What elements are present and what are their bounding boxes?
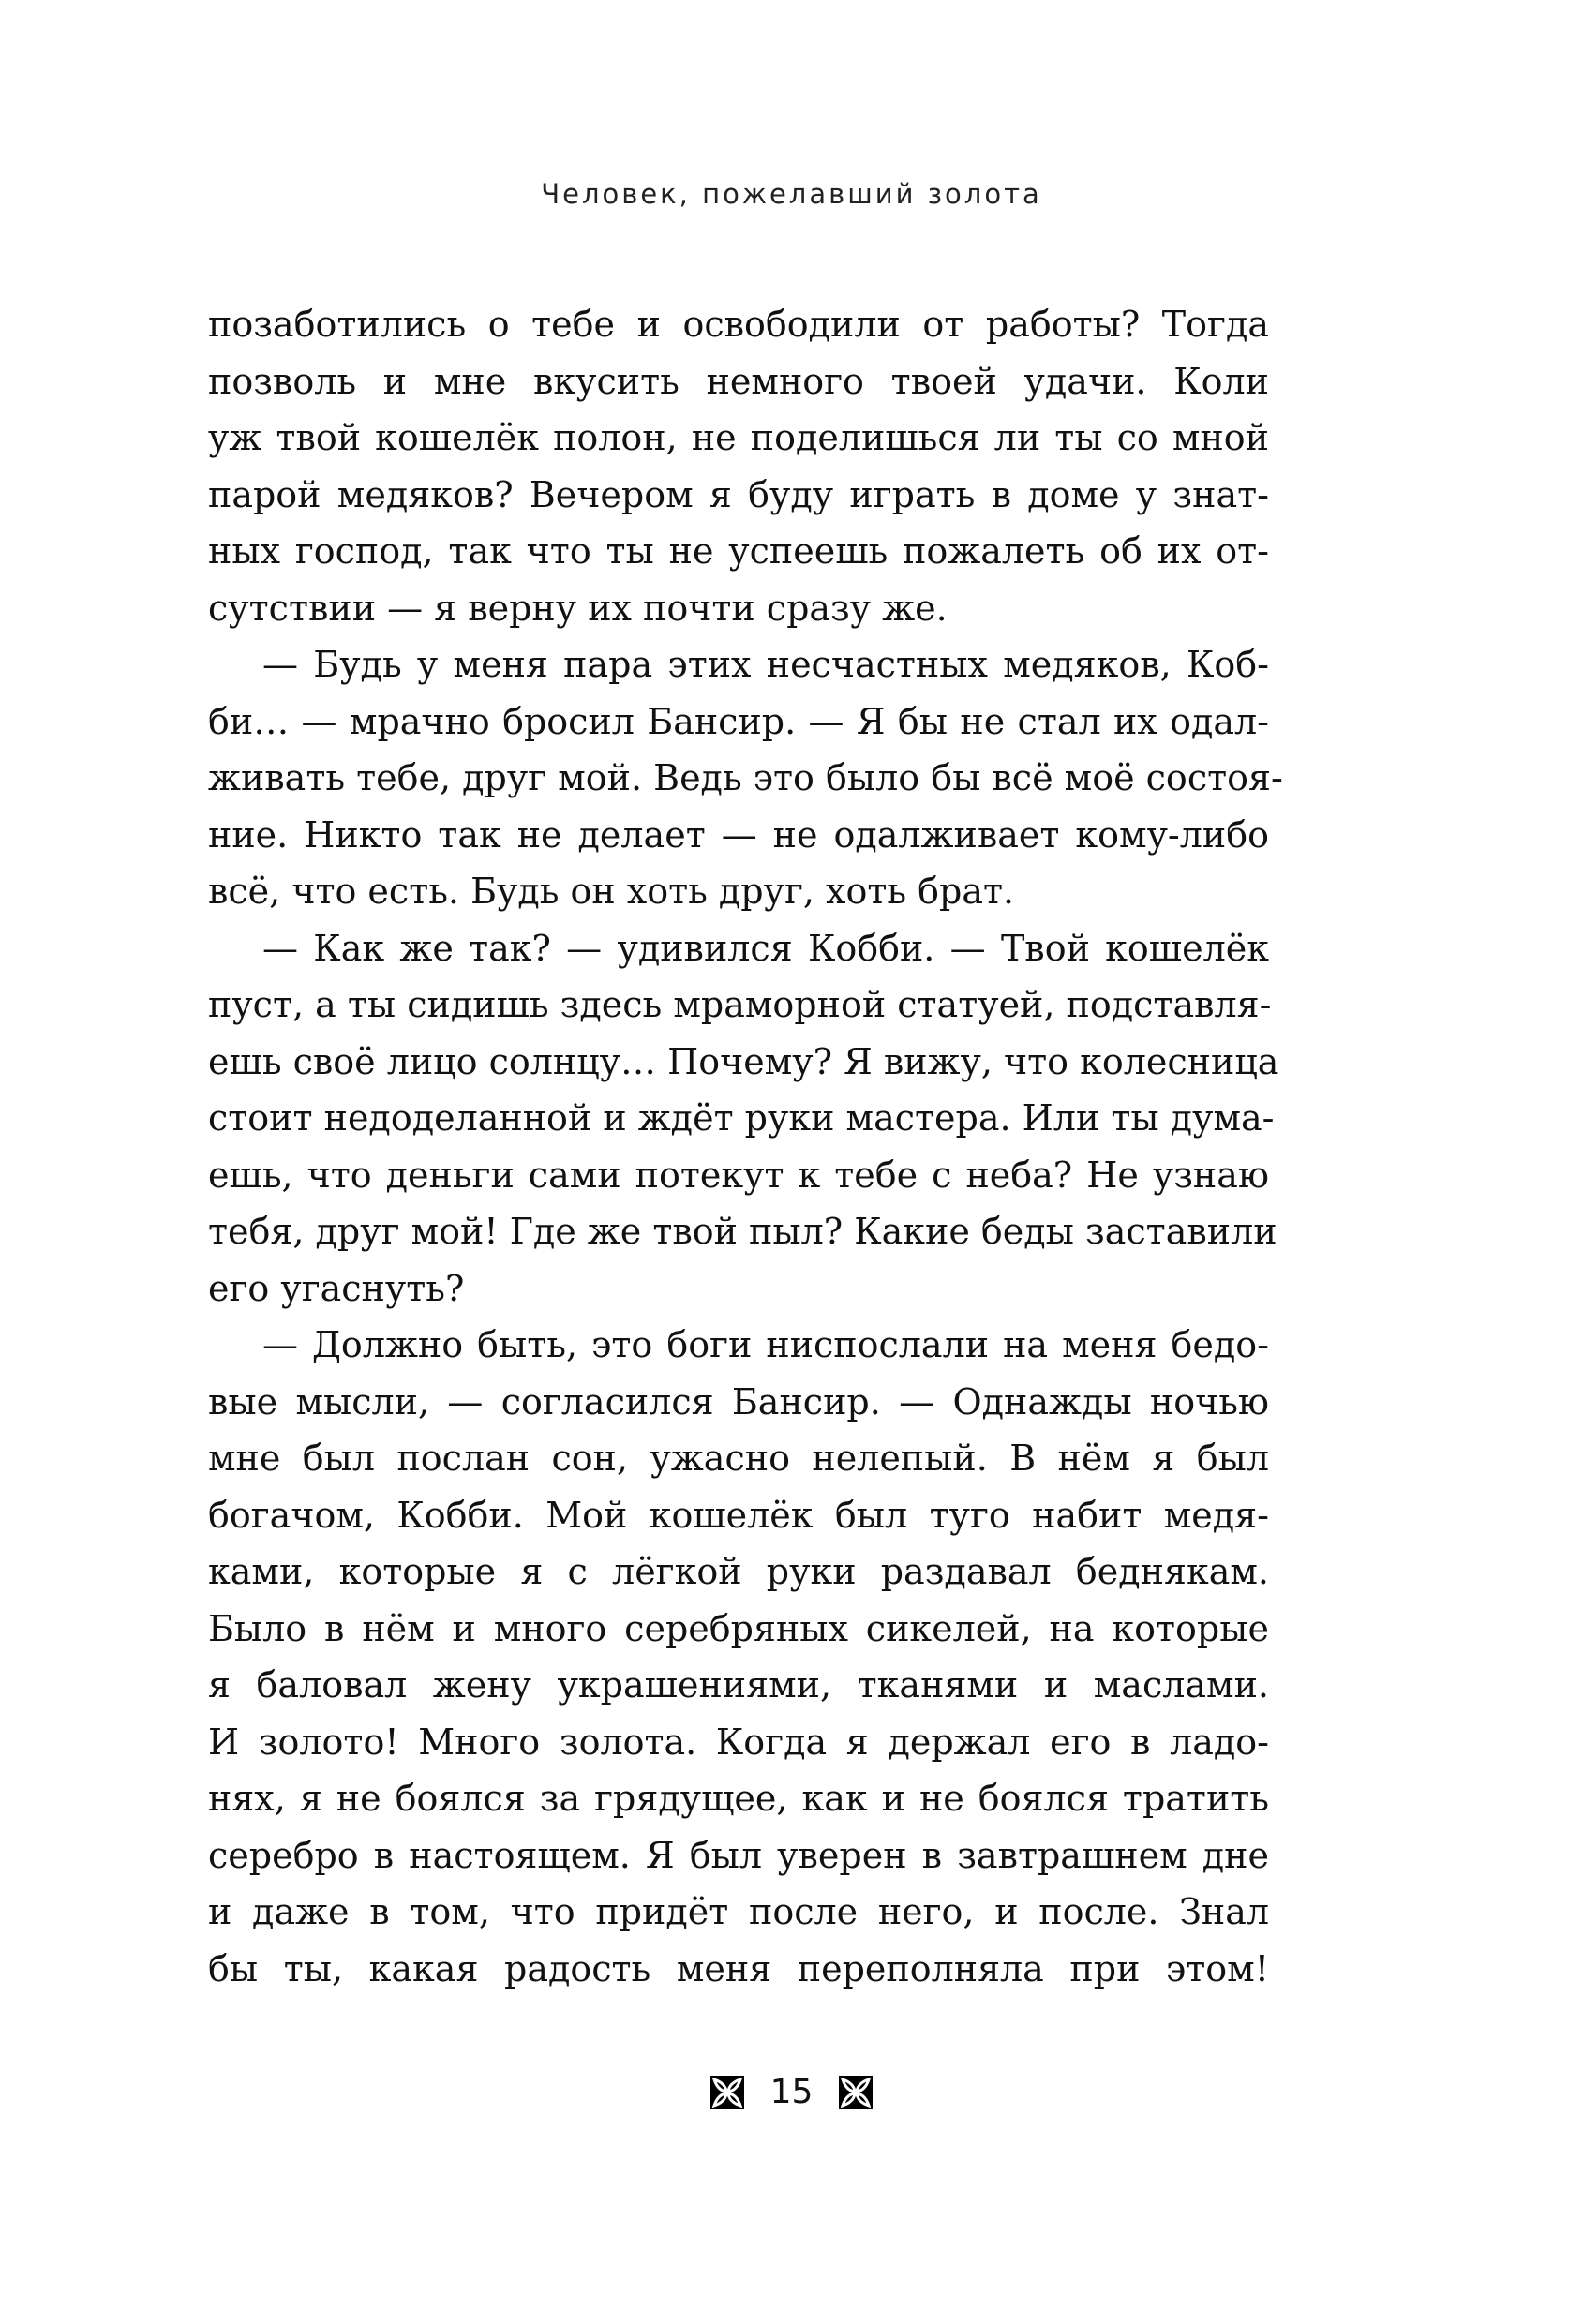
text-line: вые мысли, — согласился Бансир. — Однажды ночью — [208, 1380, 1269, 1423]
text-line: ешь, что деньги сами потекут к тебе с неба? Не узнаю — [208, 1154, 1269, 1196]
text-line: серебро в настоящем. Я был уверен в завтрашнем дне — [208, 1834, 1269, 1876]
text-line: всё, что есть. Будь он хоть друг, хоть брат. — [208, 871, 1015, 912]
text-line: — Как же так? — удивился Кобби. — Твой кошелёк — [262, 927, 1269, 969]
text-line: я баловал жену украшениями, тканями и маслами. — [208, 1664, 1269, 1706]
text-line: ешь своё лицо солнцу… Почему? Я вижу, что колесница — [208, 1040, 1279, 1082]
page-footer — [0, 2073, 1583, 2111]
text-line: Было в нём и много серебряных сикелей, на которые — [208, 1607, 1269, 1649]
text-line: позаботились о тебе и освободили от работы? Тогда — [208, 304, 1269, 345]
text-line: тебя, друг мой! Где же твой пыл? Какие беды заставили — [208, 1211, 1277, 1252]
text-line: — Должно быть, это боги ниспослали на меня бедо- — [262, 1324, 1269, 1365]
text-line: пуст, а ты сидишь здесь мраморной статуей, подставля- — [208, 984, 1272, 1025]
text-line: богачом, Кобби. Мой кошелёк был туго набит медя- — [208, 1494, 1269, 1536]
text-line: мне был послан сон, ужасно нелепый. В нём я был — [208, 1438, 1269, 1479]
text-line: ние. Никто так не делает — не одалживает кому-либо — [208, 813, 1269, 856]
text-line: парой медяков? Вечером я буду играть в доме у знат- — [208, 473, 1269, 515]
text-line: би… — мрачно бросил Бансир. — Я бы не стал их одал- — [208, 700, 1269, 742]
page-body-text — [208, 296, 1283, 1997]
text-line: И золото! Много золота. Когда я держал его в ладо- — [208, 1721, 1269, 1763]
ornament-icon — [839, 2076, 873, 2109]
text-line: сутствии — я верну их почти сразу же. — [208, 587, 948, 629]
text-line: его угаснуть? — [208, 1267, 465, 1309]
page-number: 15 — [769, 2073, 814, 2111]
text-line: нях, я не боялся за грядущее, как и не боялся тратить — [208, 1778, 1269, 1819]
text-line: — Будь у меня пара этих несчастных медяков, Коб- — [262, 644, 1269, 685]
text-line: ных господ, так что ты не успеешь пожалеть об их от- — [208, 530, 1269, 572]
running-header: Человек, пожелавший золота — [541, 178, 1042, 210]
text-line: живать тебе, друг мой. Ведь это было бы всё моё состоя- — [208, 757, 1283, 798]
text-line: стоит недоделанной и ждёт руки мастера. Или ты дума- — [208, 1097, 1275, 1139]
text-line: ками, которые я с лёгкой руки раздавал беднякам. — [208, 1551, 1269, 1592]
text-line: и даже в том, что придёт после него, и после. Знал — [208, 1891, 1269, 1932]
text-line: бы ты, какая радость меня переполняла при этом! — [208, 1947, 1269, 1989]
text-line: позволь и мне вкусить немного твоей удачи. Коли — [208, 360, 1269, 402]
ornament-icon — [710, 2076, 744, 2109]
text-line: уж твой кошелёк полон, не поделишься ли ты со мной — [208, 417, 1269, 458]
